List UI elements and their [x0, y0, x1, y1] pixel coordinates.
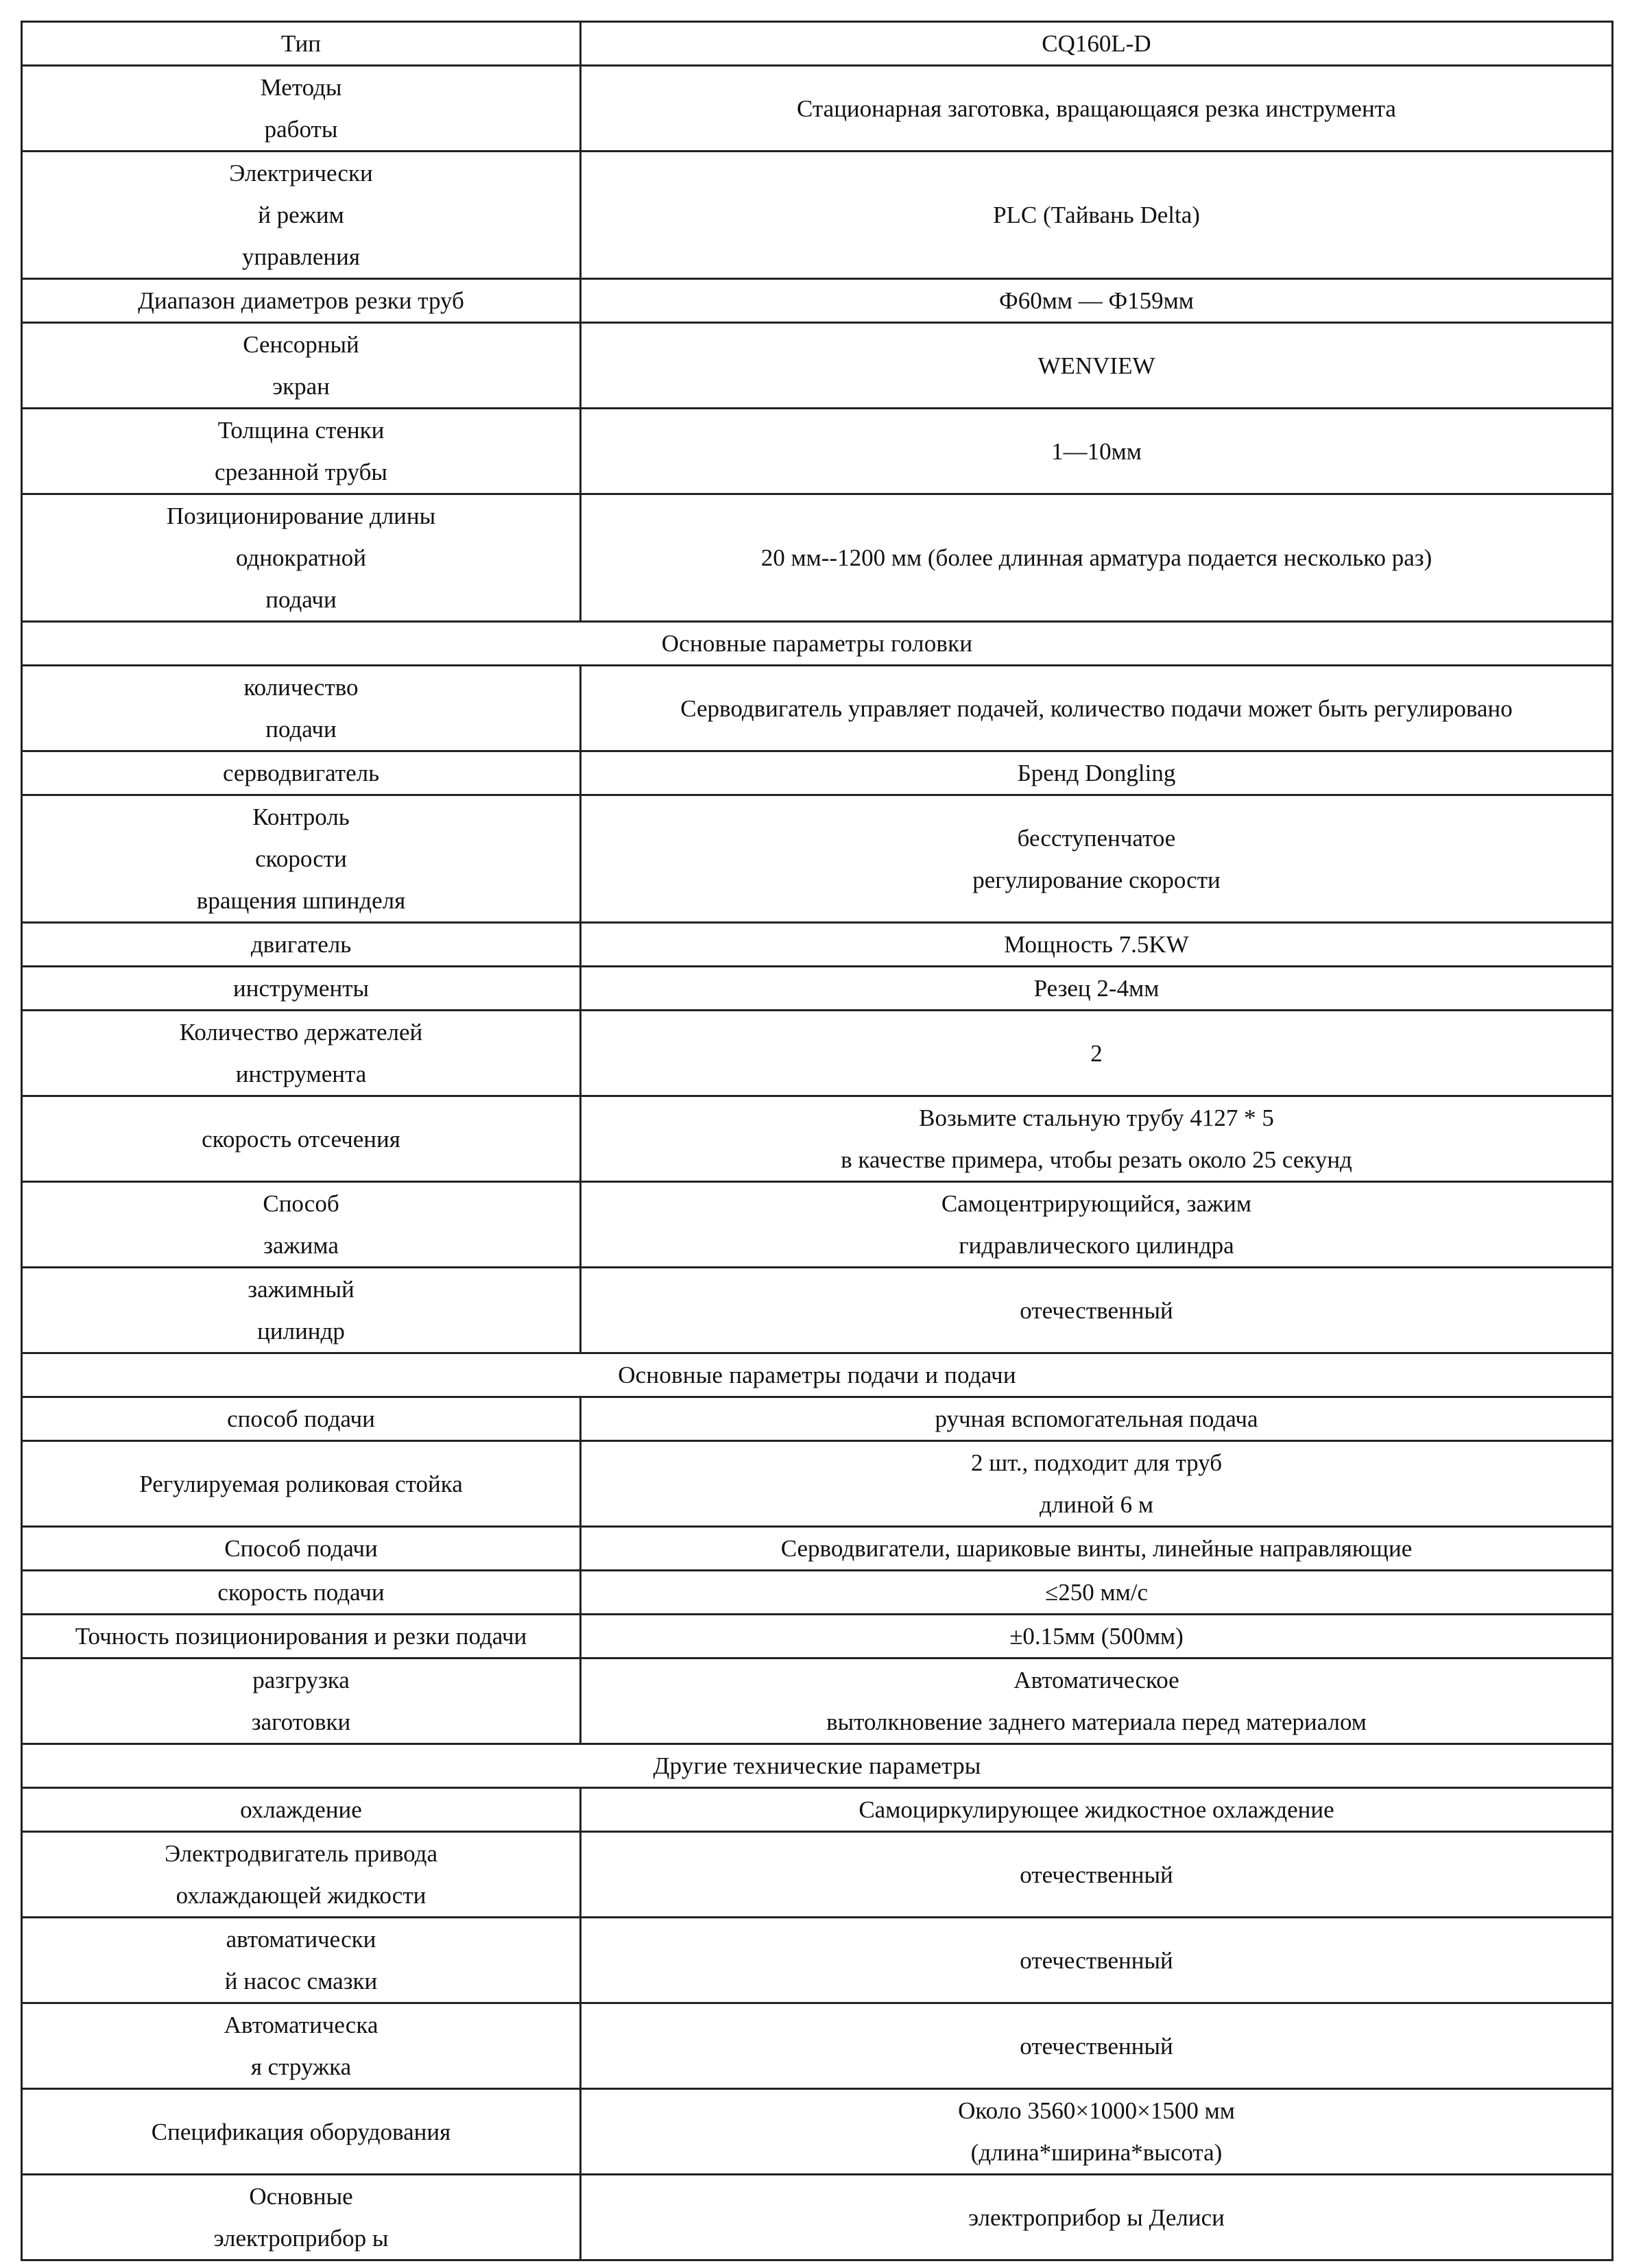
param-value-line: Ф60мм — Ф159мм	[999, 287, 1194, 314]
param-label	[22, 1788, 581, 1832]
param-label	[22, 1615, 581, 1658]
param-label	[22, 2175, 581, 2260]
param-value-line: ±0.15мм (500мм)	[1009, 1623, 1184, 1650]
param-value	[581, 923, 1613, 967]
table-row	[22, 1832, 1613, 1918]
param-value-line: 2	[1090, 1039, 1103, 1067]
param-label-line: я стружка	[250, 2053, 352, 2080]
param-label	[22, 2003, 581, 2089]
param-value-line: 1—10мм	[1051, 437, 1142, 465]
table-row	[22, 279, 1613, 323]
param-label-line: й режим	[258, 202, 344, 228]
param-value	[581, 1268, 1613, 1353]
table-row	[22, 2089, 1613, 2175]
param-value	[581, 323, 1613, 409]
param-label-line: Тип	[281, 30, 321, 57]
param-label-line: Толщина стенки	[217, 417, 385, 444]
param-label-line: срезанной трубы	[215, 459, 387, 485]
param-value-line: Серводвигатель управляет подачей, количество подачи может быть регулировано	[680, 695, 1513, 722]
table-row	[22, 1011, 1613, 1096]
param-label	[22, 1832, 581, 1918]
param-label	[22, 1918, 581, 2003]
param-label-line: разгрузка	[252, 1667, 350, 1693]
table-row	[22, 66, 1613, 152]
param-label-line: инструмента	[235, 1061, 367, 1087]
param-value-line: Резец 2-4мм	[1033, 975, 1160, 1002]
param-value	[581, 1527, 1613, 1571]
param-label	[22, 1571, 581, 1615]
param-value-line: ручная вспомогательная подача	[935, 1406, 1258, 1432]
table-row	[22, 323, 1613, 409]
param-value	[581, 1615, 1613, 1658]
param-label-line: Регулируемая роликовая стойка	[139, 1470, 463, 1497]
param-value	[581, 1918, 1613, 2003]
table-row	[22, 2175, 1613, 2260]
param-label-line: Автоматическа	[224, 2012, 379, 2038]
param-value	[581, 279, 1613, 323]
param-label	[22, 66, 581, 152]
table-row	[22, 1571, 1613, 1615]
param-value	[581, 2089, 1613, 2175]
param-label-line: Количество держателей	[179, 1019, 423, 1046]
param-label-line: Спецификация оборудования	[151, 2118, 451, 2145]
param-label	[22, 279, 581, 323]
param-label-line: зажима	[263, 1232, 339, 1259]
param-label	[22, 409, 581, 494]
param-label-line: вращения шпинделя	[196, 887, 406, 914]
param-value-line: Серводвигатели, шариковые винты, линейные направляющие	[780, 1535, 1413, 1562]
param-label-line: подачи	[265, 586, 337, 613]
param-value-line: гидравлического цилиндра	[959, 1232, 1234, 1259]
section-title: Другие технические параметры	[22, 1744, 1613, 1788]
param-label	[22, 1397, 581, 1441]
table-row	[22, 1182, 1613, 1268]
section-header-row	[22, 622, 1613, 666]
table-row	[22, 2003, 1613, 2089]
table-row	[22, 1096, 1613, 1182]
param-label-line: зажимный	[248, 1276, 355, 1303]
param-label-line: инструменты	[232, 975, 370, 1002]
param-value-line: Возьмите стальную трубу 4127 * 5	[919, 1105, 1274, 1131]
param-label-line: Электрически	[229, 160, 373, 186]
param-label-line: экран	[272, 373, 330, 400]
param-value-line: WENVIEW	[1037, 352, 1155, 379]
table-row	[22, 1527, 1613, 1571]
param-label-line: скорости	[255, 845, 347, 872]
param-label-line: подачи	[265, 716, 337, 743]
param-value	[581, 1011, 1613, 1096]
param-label	[22, 666, 581, 751]
param-value-line: отечественный	[1020, 1861, 1173, 1888]
table-row	[22, 967, 1613, 1011]
param-label-line: работы	[264, 116, 338, 143]
param-label	[22, 1011, 581, 1096]
param-value-line: отечественный	[1020, 2032, 1173, 2060]
param-label-line: Электродвигатель привода	[164, 1840, 438, 1867]
param-label	[22, 152, 581, 279]
param-value-line: 20 мм--1200 мм (более длинная арматура подается несколько раз)	[760, 544, 1432, 571]
param-label-line: заготовки	[251, 1709, 351, 1735]
param-value	[581, 1658, 1613, 1744]
param-value	[581, 1571, 1613, 1615]
param-label-line: Методы	[260, 74, 342, 101]
param-label	[22, 1441, 581, 1527]
param-label-line: Точность позиционирования и резки подачи	[75, 1623, 527, 1650]
section-header-row	[22, 1353, 1613, 1397]
param-label-line: охлаждение	[240, 1796, 362, 1823]
param-label-line: Способ	[263, 1190, 339, 1217]
param-value	[581, 1397, 1613, 1441]
param-value	[581, 22, 1613, 66]
param-value	[581, 1788, 1613, 1832]
param-label	[22, 923, 581, 967]
table-row	[22, 1441, 1613, 1527]
param-value-line: бесступенчатое	[1017, 824, 1176, 852]
param-value	[581, 967, 1613, 1011]
param-value-line: 2 шт., подходит для труб	[970, 1449, 1223, 1476]
param-label	[22, 22, 581, 66]
table-row	[22, 1918, 1613, 2003]
param-label-line: Основные	[249, 2183, 353, 2210]
table-row	[22, 1658, 1613, 1744]
table-row	[22, 409, 1613, 494]
spec-table	[21, 21, 1613, 2261]
param-value-line: Автоматическое	[1013, 1667, 1179, 1693]
section-header-row	[22, 1744, 1613, 1788]
param-value-line: PLC (Тайвань Delta)	[993, 202, 1200, 228]
param-value-line: регулирование скорости	[972, 866, 1221, 893]
param-label-line: однократной	[236, 544, 366, 571]
param-value	[581, 2003, 1613, 2089]
param-label-line: серводвигатель	[222, 760, 380, 786]
table-row	[22, 1615, 1613, 1658]
table-row	[22, 1397, 1613, 1441]
param-label	[22, 1096, 581, 1182]
section-title: Основные параметры подачи и подачи	[22, 1353, 1613, 1397]
param-label	[22, 1658, 581, 1744]
table-row	[22, 923, 1613, 967]
param-label-line: двигатель	[250, 931, 352, 958]
param-label-line: скорость отсечения	[202, 1125, 400, 1153]
param-label-line: охлаждающей жидкости	[176, 1882, 427, 1909]
param-label	[22, 323, 581, 409]
param-value	[581, 494, 1613, 622]
param-value-line: Стационарная заготовка, вращающаяся резка инструмента	[797, 95, 1396, 122]
param-value-line: отечественный	[1020, 1946, 1173, 1974]
param-label	[22, 1268, 581, 1353]
param-value	[581, 751, 1613, 795]
param-value-line: (длина*ширина*высота)	[970, 2139, 1223, 2166]
table-row	[22, 666, 1613, 751]
section-title: Основные параметры головки	[22, 622, 1613, 666]
table-row	[22, 152, 1613, 279]
table-row	[22, 22, 1613, 66]
param-label-line: Диапазон диаметров резки труб	[138, 287, 464, 314]
param-value-line: Мощность 7.5KW	[1004, 931, 1189, 958]
param-value-line: Самоцентрирующийся, зажим	[941, 1190, 1252, 1217]
table-row	[22, 1268, 1613, 1353]
table-row	[22, 751, 1613, 795]
param-value	[581, 795, 1613, 923]
spec-table-body	[22, 22, 1613, 2260]
param-value-line: CQ160L-D	[1042, 30, 1151, 57]
param-label	[22, 795, 581, 923]
param-label-line: Сенсорный	[243, 331, 359, 358]
param-label-line: способ подачи	[227, 1406, 375, 1432]
param-label-line: цилиндр	[257, 1318, 345, 1344]
param-label-line: электроприбор ы	[213, 2225, 389, 2252]
param-label-line: количество	[243, 674, 359, 701]
param-label-line: управления	[242, 243, 360, 270]
param-label-line: скорость подачи	[217, 1579, 385, 1606]
param-label	[22, 2089, 581, 2175]
param-value	[581, 2175, 1613, 2260]
param-value-line: вытолкновение заднего материала перед материалом	[826, 1709, 1367, 1735]
param-label	[22, 751, 581, 795]
table-row	[22, 1788, 1613, 1832]
param-label-line: Позиционирование длины	[166, 503, 436, 529]
param-value-line: длиной 6 м	[1039, 1491, 1154, 1518]
param-value	[581, 1832, 1613, 1918]
param-value	[581, 1182, 1613, 1268]
param-value-line: Бренд Dongling	[1017, 760, 1176, 786]
param-label-line: Контроль	[252, 804, 350, 830]
param-value	[581, 66, 1613, 152]
param-label-line: автоматически	[226, 1926, 376, 1953]
param-value-line: в качестве примера, чтобы резать около 25 секунд	[841, 1146, 1352, 1173]
param-value-line: электроприбор ы Делиси	[968, 2204, 1225, 2231]
param-label	[22, 1527, 581, 1571]
param-label-line: й насос смазки	[224, 1968, 378, 1994]
param-value	[581, 409, 1613, 494]
param-value	[581, 152, 1613, 279]
table-row	[22, 795, 1613, 923]
param-label-line: Способ подачи	[224, 1535, 378, 1562]
param-value-line: отечественный	[1020, 1296, 1173, 1324]
param-value	[581, 1096, 1613, 1182]
param-value	[581, 1441, 1613, 1527]
param-label	[22, 1182, 581, 1268]
param-value-line: ≤250 мм/с	[1044, 1579, 1148, 1606]
param-label	[22, 494, 581, 622]
param-value-line: Самоциркулирующее жидкостное охлаждение	[859, 1796, 1334, 1823]
table-row	[22, 494, 1613, 622]
param-value	[581, 666, 1613, 751]
param-label	[22, 967, 581, 1011]
param-value-line: Около 3560×1000×1500 мм	[958, 2097, 1235, 2124]
